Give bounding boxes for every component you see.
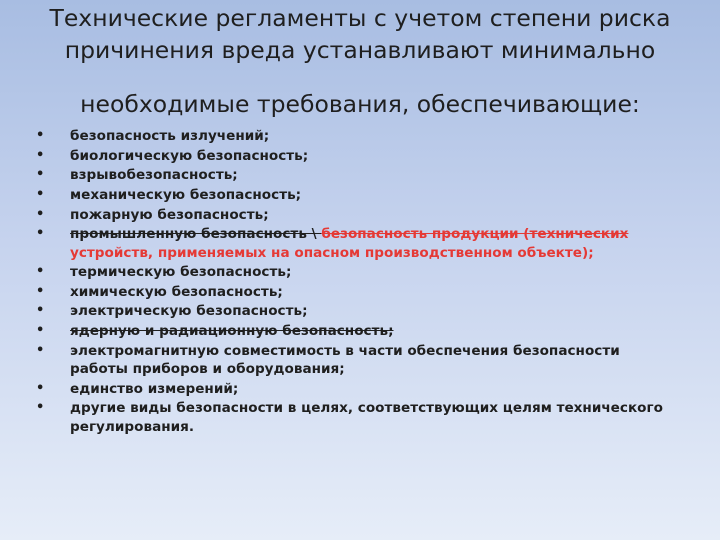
list-item-text: химическую безопасность; xyxy=(70,283,283,300)
slide-title xyxy=(40,2,680,120)
list-item-text: электромагнитную совместимость в части обеспечения безопасности работы приборов и оборудования; xyxy=(70,342,620,377)
bullet: • xyxy=(36,128,45,143)
list-item-text: электрическую безопасность; xyxy=(70,303,308,320)
list-item-text: единство измерений; xyxy=(70,380,239,397)
bullet: • xyxy=(36,283,45,299)
list-item xyxy=(36,342,676,379)
bullet: • xyxy=(36,303,45,319)
red-text: устройств, применяемых на опасном производственном объекте); xyxy=(70,244,594,261)
list-item xyxy=(36,225,676,262)
list-item xyxy=(36,127,676,145)
title-line-3: необходимые требования, обеспечивающие: xyxy=(80,90,640,118)
title-line-1: Технические регламенты с учетом степени риска xyxy=(49,4,671,32)
list-item xyxy=(36,186,676,204)
list-item xyxy=(36,302,676,320)
list-item-text: безопасность излучений; xyxy=(70,128,270,144)
list-item xyxy=(36,322,676,340)
bullet: • xyxy=(36,342,45,358)
bullet: • xyxy=(36,380,45,396)
bullet: • xyxy=(36,186,45,202)
list-item-text: термическую безопасность; xyxy=(70,264,292,281)
bullet: • xyxy=(36,147,45,163)
requirements-list xyxy=(36,127,676,437)
bullet: • xyxy=(36,206,45,222)
bullet: • xyxy=(36,323,45,339)
list-item-text: биологическую безопасность; xyxy=(70,147,309,164)
list-item-text: пожарную безопасность; xyxy=(70,206,269,223)
struck-text: ядерную и радиационную безопасность; xyxy=(70,323,394,340)
list-item xyxy=(36,399,676,436)
list-item xyxy=(36,166,676,184)
list-item xyxy=(36,147,676,165)
list-item xyxy=(36,206,676,224)
list-item-text: взрывобезопасность; xyxy=(70,167,238,184)
title-line-2: причинения вреда устанавливают минимально xyxy=(64,36,656,64)
list-item xyxy=(36,283,676,301)
struck-text: промышленную безопасность \ xyxy=(70,226,322,243)
list-item xyxy=(36,263,676,281)
list-item xyxy=(36,380,676,398)
list-item-text: другие виды безопасности в целях, соответствующих целям технического регулирования. xyxy=(70,400,663,435)
red-struck-text: безопасность продукции (технических xyxy=(321,226,629,243)
bullet: • xyxy=(36,167,45,183)
bullet: • xyxy=(36,226,45,242)
bullet: • xyxy=(36,400,45,416)
bullet: • xyxy=(36,264,45,280)
list-item-text: механическую безопасность; xyxy=(70,186,302,203)
